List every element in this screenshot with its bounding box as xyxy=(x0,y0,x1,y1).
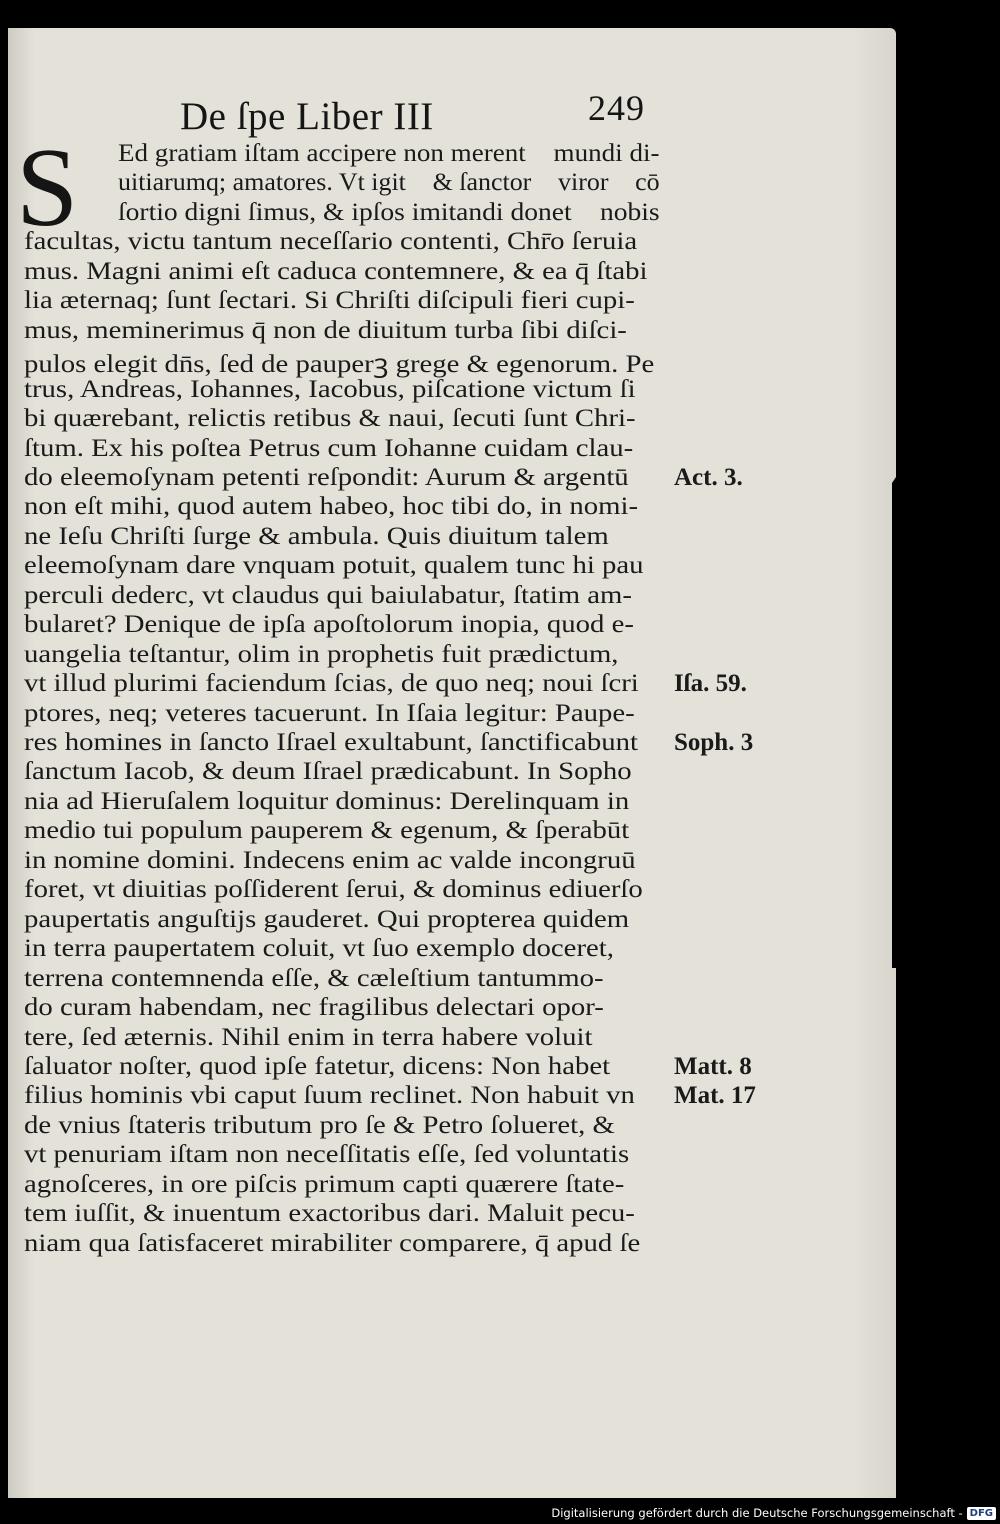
text-line: mus. Magni animi eſt caduca contemnere, & ea q̄ ſtabi xyxy=(24,257,648,285)
text-line: agnoſceres, in ore piſcis primum capti quærere ſtate- xyxy=(24,1170,625,1198)
text-line: foret, vt diuitias poſſiderent ſerui, & dominus ediuerſo xyxy=(24,876,643,904)
text-line: trus, Andreas, Iohannes, Iacobus, piſcatione victum ſi xyxy=(24,375,636,403)
digitization-credit xyxy=(551,1502,1000,1524)
marginal-note: Act. 3. xyxy=(674,463,743,491)
text-line: niam qua ſatisfaceret mirabiliter comparere, q̄ apud ſe xyxy=(24,1229,641,1257)
text-line: ne Ieſu Chriſti ſurge & ambula. Quis diuitum talem xyxy=(24,522,609,550)
credit-text: Digitalisierung gefördert durch die Deutsche Forschungsgemeinschaft - xyxy=(551,1506,963,1520)
drop-capital: S xyxy=(16,126,79,250)
text-line: paupertatis anguſtijs gauderet. Qui propterea quidem xyxy=(24,905,630,933)
text-line: mus, meminerimus q̄ non de diuitum turba ſibi diſci- xyxy=(24,316,627,344)
dfg-logo: DFG xyxy=(967,1507,996,1520)
text-line: do eleemoſynam petenti reſpondit: Aurum & argentū xyxy=(24,463,629,491)
text-line: uitiarumq; amatores. Vt igitᷓ & ſanctorꝫ virorꝫ cō xyxy=(118,169,660,197)
text-line: tere, ſed æternis. Nihil enim in terra habere voluit xyxy=(24,1023,593,1051)
running-header: De ſpe Liber III xyxy=(180,95,434,138)
text-line: non eſt mihi, quod autem habeo, hoc tibi do, in nomi- xyxy=(24,493,639,521)
text-line: in nomine domini. Indecens enim ac valde incongruū xyxy=(24,846,636,874)
text-line: vt illud plurimi faciendum ſcias, de quo neq; noui ſcri xyxy=(24,670,639,698)
text-line: bi quærebant, relictis retibus & naui, ſecuti ſunt Chri- xyxy=(24,405,636,433)
text-line: tem iuſſit, & inuentum exactoribus dari. Maluit pecu- xyxy=(24,1200,635,1228)
text-line: filius hominis vbi caput ſuum reclinet. Non habuit vn xyxy=(24,1082,635,1110)
text-line: do curam habendam, nec fragilibus delectari opor- xyxy=(24,994,604,1022)
marginal-note: Iſa. 59. xyxy=(674,670,747,698)
text-line: ſanctum Iacob, & deum Iſrael prædicabunt. In Sopho xyxy=(24,758,632,786)
text-line: ſaluator noſter, quod ipſe fatetur, dicens: Non habet xyxy=(24,1052,611,1080)
text-line: perculi dederc, vt claudus qui baiulabatur, ſtatim am- xyxy=(24,581,632,609)
text-line: res homines in ſancto Iſrael exultabunt, ſanctificabunt xyxy=(24,729,638,756)
text-line: terrena contemnenda eſſe, & cæleſtium tantummo- xyxy=(24,964,604,992)
marginal-note: Mat. 17 xyxy=(674,1082,756,1110)
marginal-note: Matt. 8 xyxy=(674,1052,752,1080)
text-line: ptores, neq; veteres tacuerunt. In Iſaia legitur: Paupe- xyxy=(24,699,635,727)
text-line: Ed gratiam iſtam accipere non merentᷓ mundi di- xyxy=(118,140,660,167)
text-line: medio tui populum pauperem & egenum, & ſperabūt xyxy=(24,817,630,845)
text-line: vt penuriam iſtam non neceſſitatis eſſe, ſed voluntatis xyxy=(24,1141,630,1169)
text-line: bularet? Denique de ipſa apoſtolorum inopia, quod e- xyxy=(24,611,634,639)
page-number: 249 xyxy=(588,88,645,128)
text-line: ſtum. Ex his poſtea Petrus cum Iohanne cuidam clau- xyxy=(24,434,634,462)
text-line: facultas, victu tantum neceſſario contenti, Chr̄o ſeruia xyxy=(24,228,638,256)
text-line: pulos elegit dn̄s, ſed de pauperꝫ grege & egenorum. Pe xyxy=(24,351,655,379)
page-edge-notch xyxy=(892,468,902,968)
text-line: uangelia teſtantur, olim in prophetis fuit prædictum, xyxy=(24,640,619,668)
text-line: lia æternaq; ſunt ſectari. Si Chriſti diſcipuli fieri cupi- xyxy=(24,287,635,315)
text-line: in terra paupertatem coluit, vt ſuo exemplo doceret, xyxy=(24,935,614,963)
text-line: ſortio digni ſimus, & ipſos imitandi donetᷓ nobis xyxy=(118,198,660,226)
text-line: nia ad Hieruſalem loquitur dominus: Derelinquam in xyxy=(24,787,630,815)
text-line: de vnius ſtateris tributum pro ſe & Petro ſolueret, & xyxy=(24,1111,615,1139)
text-line: eleemoſynam dare vnquam potuit, qualem tunc hi pau xyxy=(24,552,644,580)
marginal-note: Soph. 3 xyxy=(674,729,754,756)
